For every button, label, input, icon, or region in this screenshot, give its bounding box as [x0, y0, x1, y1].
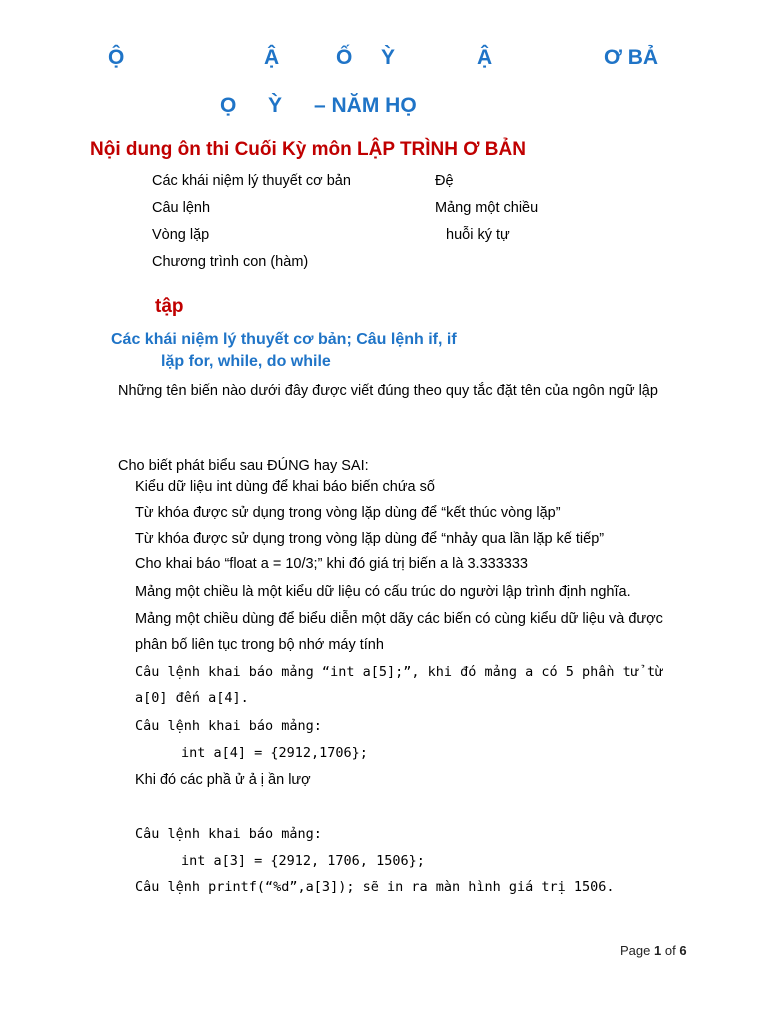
statement-item: Từ khóa được sử dụng trong vòng lặp dùng để “nhảy qua lần lặp kế tiếp” [135, 531, 605, 547]
code-statement: a[0] đến a[4]. [135, 690, 249, 706]
topic-item: Các khái niệm lý thuyết cơ bản [152, 173, 351, 189]
statement-item: Mảng một chiều dùng để biểu diễn một dãy các biến có cùng kiểu dữ liệu và được [135, 611, 663, 627]
title-part: Ơ BẢ [604, 46, 659, 69]
statement-item: Kiểu dữ liệu int dùng để khai báo biến chứa số [135, 479, 435, 495]
title-part: Ố [336, 46, 353, 69]
title-part: – NĂM HỌ [314, 94, 417, 117]
topic-item: Câu lệnh [152, 200, 211, 216]
title-part: Ọ [220, 94, 237, 117]
topic-item: Đệ [435, 173, 454, 189]
question-1: Những tên biến nào dưới đây được viết đúng theo quy tắc đặt tên của ngôn ngữ lập [118, 383, 658, 399]
topic-item: Chương trình con (hàm) [152, 254, 309, 270]
code-line: int a[4] = {2912,1706}; [181, 745, 368, 761]
statement-item: Cho khai báo “float a = 10/3;” khi đó giá trị biến a là 3.333333 [135, 556, 528, 572]
title-part: Ỳ [381, 46, 396, 69]
title-part: Ậ [264, 46, 280, 69]
page-current: 1 [654, 943, 662, 958]
question-2-intro: Cho biết phát biểu sau ĐÚNG hay SAI: [118, 458, 369, 474]
code-statement: Câu lệnh khai báo mảng: [135, 826, 322, 842]
code-statement: Câu lệnh khai báo mảng: [135, 718, 322, 734]
code-statement: Câu lệnh khai báo mảng “int a[5];”, khi đó mảng a có 5 phần tử từ [135, 664, 664, 680]
statement-item: phân bố liên tục trong bộ nhớ máy tính [135, 637, 384, 653]
code-statement: Câu lệnh printf(“%d”,a[3]); sẽ in ra màn hình giá trị 1506. [135, 879, 615, 895]
contents-heading: Nội dung ôn thi Cuối Kỳ môn LẬP TRÌNH Ơ BẢN [90, 139, 526, 160]
code-line: int a[3] = {2912, 1706, 1506}; [181, 853, 425, 869]
topic-item: Vòng lặp [152, 227, 210, 243]
title-part: Ậ [477, 46, 493, 69]
page-word: Page [620, 943, 651, 958]
exercise-heading: tập [155, 296, 184, 317]
title-part: Ộ [108, 46, 125, 69]
statement-item: Khi đó các phầ ử ả ị ần lượ [135, 772, 311, 788]
page-number [620, 943, 687, 958]
page-total: 6 [679, 943, 687, 958]
title-part: Ỳ [268, 94, 283, 117]
section-heading-line-1: Các khái niệm lý thuyết cơ bản; Câu lệnh if, if [111, 331, 457, 348]
statement-item: Từ khóa được sử dụng trong vòng lặp dùng để “kết thúc vòng lặp” [135, 505, 561, 521]
of-word: of [664, 943, 676, 958]
statement-item: Mảng một chiều là một kiểu dữ liệu có cấu trúc do người lập trình định nghĩa. [135, 584, 631, 600]
topic-item: Mảng một chiều [435, 200, 539, 216]
topic-item: huỗi ký tự [446, 227, 510, 243]
section-heading-line-2: lặp for, while, do while [161, 353, 331, 370]
